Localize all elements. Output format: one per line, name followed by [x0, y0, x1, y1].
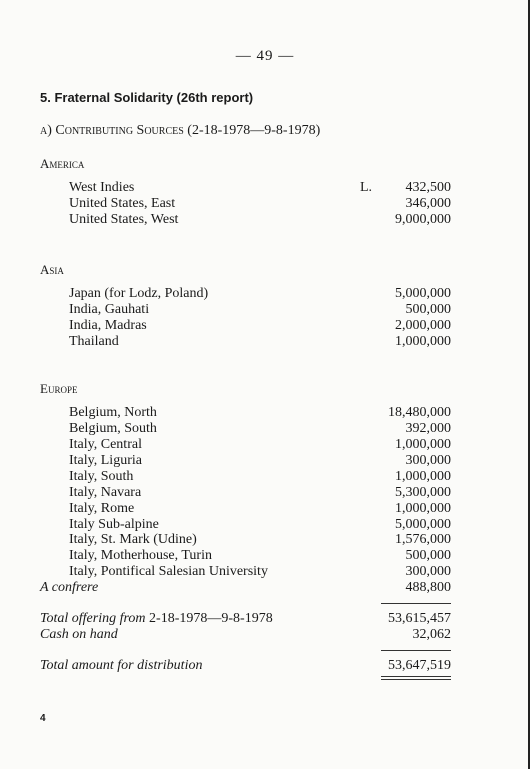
total-offering-dates: 2-18-1978—9-8-1978: [149, 611, 273, 626]
row-label: Italy, Pontifical Salesian University: [69, 564, 268, 579]
row-label: United States, West: [69, 212, 179, 227]
table-row: [69, 334, 451, 350]
row-amount: 5,300,000: [395, 485, 451, 500]
row-amount: 346,000: [405, 196, 451, 211]
table-row: [69, 517, 451, 533]
row-label: Italy, Rome: [69, 501, 135, 516]
table-row: [69, 212, 451, 228]
row-amount: 1,576,000: [395, 532, 451, 547]
row-amount: 5,000,000: [395, 517, 451, 532]
row-label: Italy, Liguria: [69, 453, 142, 468]
row-label: Total amount for distribution: [40, 658, 203, 673]
row-amount: 18,480,000: [388, 405, 451, 420]
region-title-europe: Europe: [40, 381, 78, 396]
row-amount: 1,000,000: [395, 501, 451, 516]
row-label: Cash on hand: [40, 627, 118, 642]
row-label: Belgium, North: [69, 405, 157, 420]
table-row: [69, 564, 451, 580]
row-label: Italy, St. Mark (Udine): [69, 532, 197, 547]
region-title-asia: Asia: [40, 262, 64, 277]
subtotal-rule: [381, 603, 451, 604]
row-label: A confrere: [40, 580, 99, 595]
row-label: Italy, Central: [69, 437, 142, 452]
double-rule-bottom: [381, 679, 451, 680]
row-amount: 1,000,000: [395, 334, 451, 349]
row-amount: 500,000: [405, 548, 451, 563]
total-rule: [381, 650, 451, 651]
row-label: West Indies: [69, 180, 135, 195]
row-amount: 2,000,000: [395, 318, 451, 333]
table-row: [69, 318, 451, 334]
table-row: [69, 286, 451, 302]
section-heading: 5. Fraternal Solidarity (26th report): [40, 90, 254, 105]
row-label: India, Madras: [69, 318, 147, 333]
row-amount: 53,647,519: [388, 658, 451, 673]
row-amount: 300,000: [405, 564, 451, 579]
table-row: [69, 437, 451, 453]
footer-number: 4: [40, 713, 46, 724]
row-label: Japan (for Lodz, Poland): [69, 286, 209, 301]
row-label: Italy, South: [69, 469, 134, 484]
table-row: [69, 453, 451, 469]
double-rule-top: [381, 676, 451, 677]
row-amount: 53,615,457: [388, 611, 451, 626]
table-row: [40, 580, 451, 596]
cash-on-hand-row: [40, 627, 451, 643]
row-amount: 392,000: [405, 421, 451, 436]
row-label: Italy, Navara: [69, 485, 142, 500]
table-row: [69, 421, 451, 437]
table-row: [69, 180, 451, 196]
table-row: [69, 532, 451, 548]
row-amount: 9,000,000: [395, 212, 451, 227]
table-row: [69, 548, 451, 564]
table-row: [69, 485, 451, 501]
row-amount: 300,000: [405, 453, 451, 468]
subheading: a) Contributing Sources (2-18-1978—9-8-1978): [40, 123, 321, 138]
row-label: India, Gauhati: [69, 302, 150, 317]
table-row: [69, 469, 451, 485]
row-label: [40, 611, 273, 627]
row-amount: 500,000: [405, 302, 451, 317]
total-offering-row: [40, 611, 451, 627]
row-label: Italy, Motherhouse, Turin: [69, 548, 212, 563]
row-amount: 488,800: [405, 580, 451, 595]
page-number: — 49 —: [235, 48, 295, 64]
row-label: Belgium, South: [69, 421, 157, 436]
total-offering-label: Total offering from: [40, 611, 146, 626]
row-amount: 1,000,000: [395, 437, 451, 452]
table-row: [69, 501, 451, 517]
table-row: [69, 196, 451, 212]
currency-label: L.: [360, 180, 373, 195]
row-amount: 432,500: [405, 180, 451, 195]
table-row: [69, 405, 451, 421]
total-distribution-row: [40, 658, 451, 674]
row-label: Thailand: [69, 334, 119, 349]
row-label: Italy Sub-alpine: [69, 517, 159, 532]
row-amount: 5,000,000: [395, 286, 451, 301]
row-amount: 32,062: [412, 627, 451, 642]
row-amount: 1,000,000: [395, 469, 451, 484]
table-row: [69, 302, 451, 318]
region-title-america: America: [40, 156, 85, 171]
row-label: United States, East: [69, 196, 176, 211]
